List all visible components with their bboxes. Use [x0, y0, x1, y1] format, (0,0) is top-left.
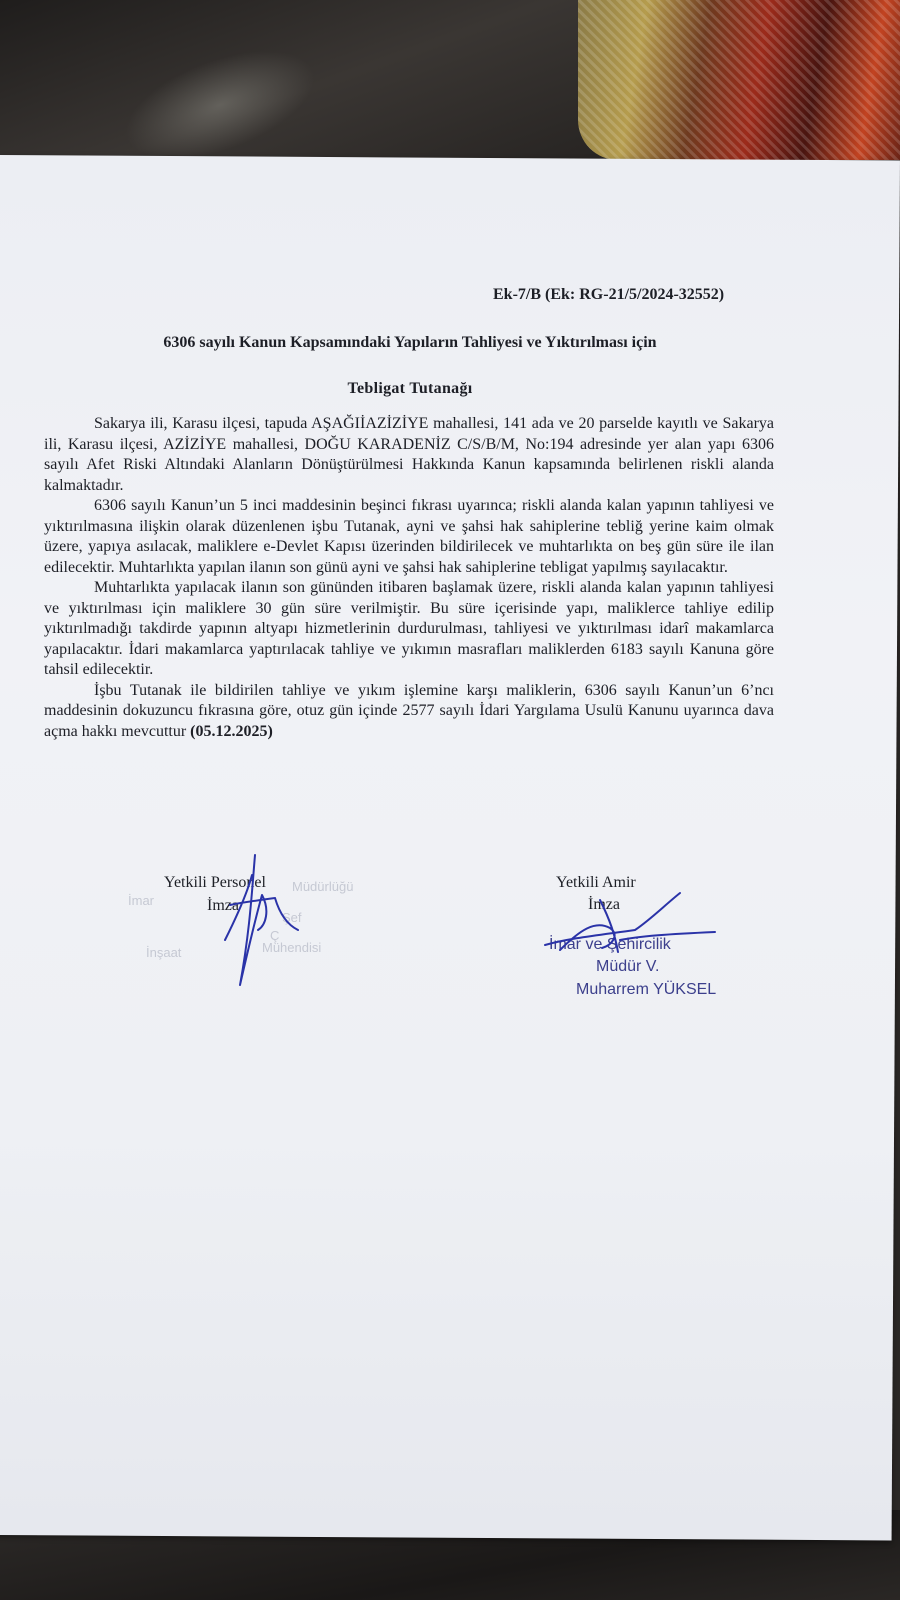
left-stamp-line-6: Mühendisi: [262, 940, 322, 955]
left-sign-label: İmza: [207, 897, 239, 914]
left-stamp-line-2: Müdürlüğü: [292, 879, 354, 894]
paragraph-3: Muhtarlıkta yapılacak ilanın son gününden itibaren başlamak üzere, riskli alanda kalan yapının tahliyesi ve yıktırılması için maliklere 30 gün süre verilmiştir. Bu süre içerisinde yapı, maliklerce tahliye edilip yıktırılmadığı takdirde yapının altyapı hizmetlerinin durdurulması, tahliyesi ve yıktırılması idarî makamlarca yapılacaktır. İdari makamlarca yaptırılacak tahliye ve yıkımın masrafları maliklerden 6183 sayılı Kanuna göre tahsil edilecektir.: [44, 579, 774, 678]
paragraph-4: [44, 681, 774, 743]
document-body: [44, 414, 774, 742]
paragraph-2: 6306 sayılı Kanun’un 5 inci maddesinin beşinci fıkrası uyarınca; riskli alanda kalan yapının tahliyesi ve yıktırılmasına ilişkin olarak düzenlenen işbu Tutanak, ayni ve şahsi hak sahiplerine tebliğ yerine kaim olmak üzere, yapıya asılacak, maliklere e-Devlet Kapısı üzerinden bildirilecek ve muhtarlıkta on beş gün süre ile ilan edilecektir. Muhtarlıkta yapılan ilanın son günü ayni ve şahsi hak sahiplerine tebligat yapılmış sayılacaktır.: [44, 497, 774, 576]
right-stamp-name: Muharrem YÜKSEL: [576, 981, 717, 998]
paragraph-1: Sakarya ili, Karasu ilçesi, tapuda AŞAĞIİAZİZİYE mahallesi, 141 ada ve 20 parselde kayıtlı ve Sakarya ili, Karasu ilçesi, AZİZİYE mahallesi, DOĞU KARADENİZ C/S/B/M, No:194 adresinde yer alan yapı 6306 sayılı Afet Riski Altındaki Alanların Dönüştürülmesi Hakkında Kanun kapsamında belirlenen riskli alanda kalmaktadır.: [44, 415, 774, 494]
document-title: 6306 sayılı Kanun Kapsamındaki Yapıların Tahliyesi ve Yıktırılması için: [163, 334, 657, 351]
right-sign-label: İmza: [588, 896, 620, 913]
left-signature-scribble: [200, 850, 320, 990]
document-date: (05.12.2025): [190, 722, 273, 740]
left-stamp-line-1: İmar: [128, 893, 154, 908]
right-signature-scribble: [540, 890, 730, 970]
document-reference: Ek-7/B (Ek: RG-21/5/2024-32552): [493, 286, 725, 303]
left-stamp-line-4: Ç: [270, 928, 280, 943]
left-stamp-line-3: Şef: [282, 910, 302, 925]
right-stamp-department: İmar ve Şehircilik: [549, 936, 671, 953]
left-stamp-line-5: İnşaat: [146, 945, 182, 960]
right-signer-label: Yetkili Amir: [556, 874, 636, 891]
document-subtitle: Tebligat Tutanağı: [347, 380, 473, 397]
paragraph-4-text: İşbu Tutanak ile bildirilen tahliye ve yıkım işlemine karşı maliklerin, 6306 sayılı Kanun’un 6’ncı maddesinin dokuzuncu fıkrasına göre, otuz gün içinde 2577 sayılı İdari Yargılama Usulü Kanunu uyarınca dava açma hakkı mevcuttur: [44, 681, 774, 740]
left-signer-label: Yetkili Personel: [164, 874, 266, 891]
right-stamp-title: Müdür V.: [596, 958, 660, 975]
